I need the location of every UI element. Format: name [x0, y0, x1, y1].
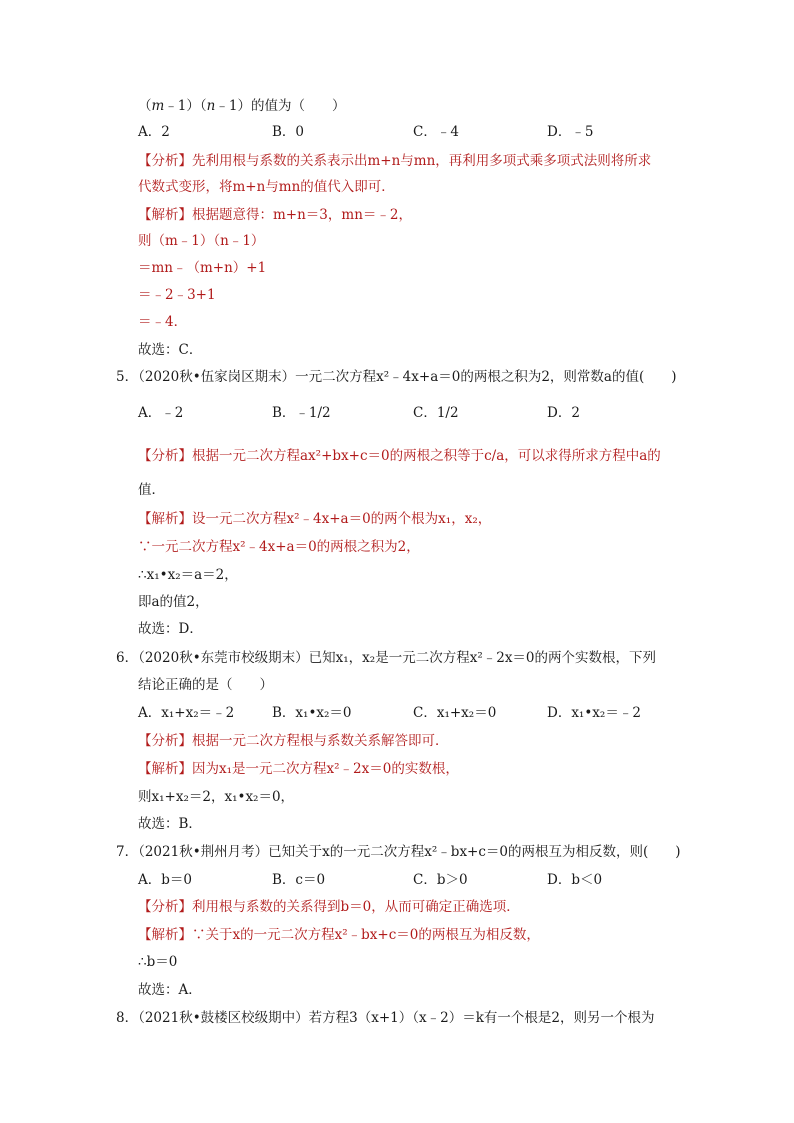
q4-analysis-line2: 代数式变形，将m+n与mn的值代入即可． [138, 179, 395, 195]
q5-solution-line1: 【解析】设一元二次方程x²﹣4x+a＝0的两个根为x₁，x₂， [138, 511, 492, 527]
q4-stem: （m﹣1）（n﹣1）的值为（ ） [138, 98, 346, 114]
q7-option-b: B．c＝0 [272, 872, 326, 888]
q6-stem-line1: 6．（2020秋•东莞市校级期末）已知x₁，x₂是一元二次方程x²﹣2x＝0的两个实数根，下列 [116, 650, 657, 666]
q5-option-c: C．1/2 [413, 405, 459, 421]
q7-answer: 故选：A． [138, 982, 202, 998]
q6-option-c: C．x₁+x₂＝0 [413, 705, 497, 721]
q7-option-a: A．b＝0 [138, 872, 192, 888]
q5-option-a: A．﹣2 [138, 405, 184, 421]
q5-stem: 5．（2020秋•伍家岗区期末）一元二次方程x²﹣4x+a＝0的两根之积为2，则常数a的值( ) [116, 369, 677, 385]
q7-solution-line1: 【解析】∵关于x的一元二次方程x²﹣bx+c＝0的两根互为相反数， [138, 927, 540, 943]
q5-answer: 故选：D． [138, 621, 203, 637]
q4-analysis-line1: 【分析】先利用根与系数的关系表示出m+n与mn，再利用多项式乘多项式法则将所求 [138, 153, 652, 169]
q8-stem: 8．（2021秋•鼓楼区校级期中）若方程3（x+1）（x﹣2）＝k有一个根是2，则另一个根为 [116, 1010, 655, 1026]
q4-answer: 故选：C． [138, 342, 203, 358]
q6-option-d: D．x₁•x₂＝﹣2 [547, 705, 641, 721]
q4-option-c: C．﹣4 [413, 124, 459, 140]
q5-solution-line3: ∴x₁•x₂＝a＝2， [138, 567, 238, 583]
q4-solution-line3: ＝mn﹣（m+n）+1 [138, 260, 267, 276]
q7-option-c: C．b＞0 [413, 872, 468, 888]
q5-analysis-line1: 【分析】根据一元二次方程ax²+bx+c＝0的两根之积等于c/a，可以求得所求方程中a的 [138, 448, 661, 464]
q5-solution-line2: ∵一元二次方程x²﹣4x+a＝0的两根之积为2， [138, 539, 420, 555]
q6-answer: 故选：B． [138, 816, 202, 832]
q4-solution-line2: 则（m﹣1）（n﹣1） [138, 233, 265, 249]
q5-option-b: B．﹣1/2 [272, 405, 331, 421]
q6-analysis: 【分析】根据一元二次方程根与系数关系解答即可． [138, 733, 449, 749]
q7-stem: 7．（2021秋•荆州月考）已知关于x的一元二次方程x²﹣bx+c＝0的两根互为相反数，则( ) [116, 844, 681, 860]
q6-option-b: B．x₁•x₂＝0 [272, 705, 352, 721]
q7-analysis: 【分析】利用根与系数的关系得到b＝0，从而可确定正确选项． [138, 899, 520, 915]
q4-solution-line5: ＝﹣4． [138, 314, 188, 330]
q6-solution-line2: 则x₁+x₂＝2，x₁•x₂＝0， [138, 789, 295, 805]
q5-solution-line4: 即a的值2， [138, 594, 209, 610]
q4-option-b: B．0 [272, 124, 305, 140]
q6-stem-line2: 结论正确的是（ ） [138, 677, 273, 693]
q4-solution-line1: 【解析】根据题意得：m+n＝3，mn＝﹣2， [138, 207, 412, 223]
q4-option-d: D．﹣5 [547, 124, 594, 140]
q7-option-d: D．b＜0 [547, 872, 603, 888]
q6-option-a: A．x₁+x₂＝﹣2 [138, 705, 235, 721]
q5-analysis-line2: 值． [138, 482, 165, 498]
q4-solution-line4: ＝﹣2﹣3+1 [138, 287, 216, 303]
q5-option-d: D．2 [547, 405, 580, 421]
q4-option-a: A．2 [138, 124, 170, 140]
q6-solution-line1: 【解析】因为x₁是一元二次方程x²﹣2x＝0的实数根， [138, 761, 459, 777]
q7-solution-line2: ∴b＝0 [138, 954, 178, 970]
